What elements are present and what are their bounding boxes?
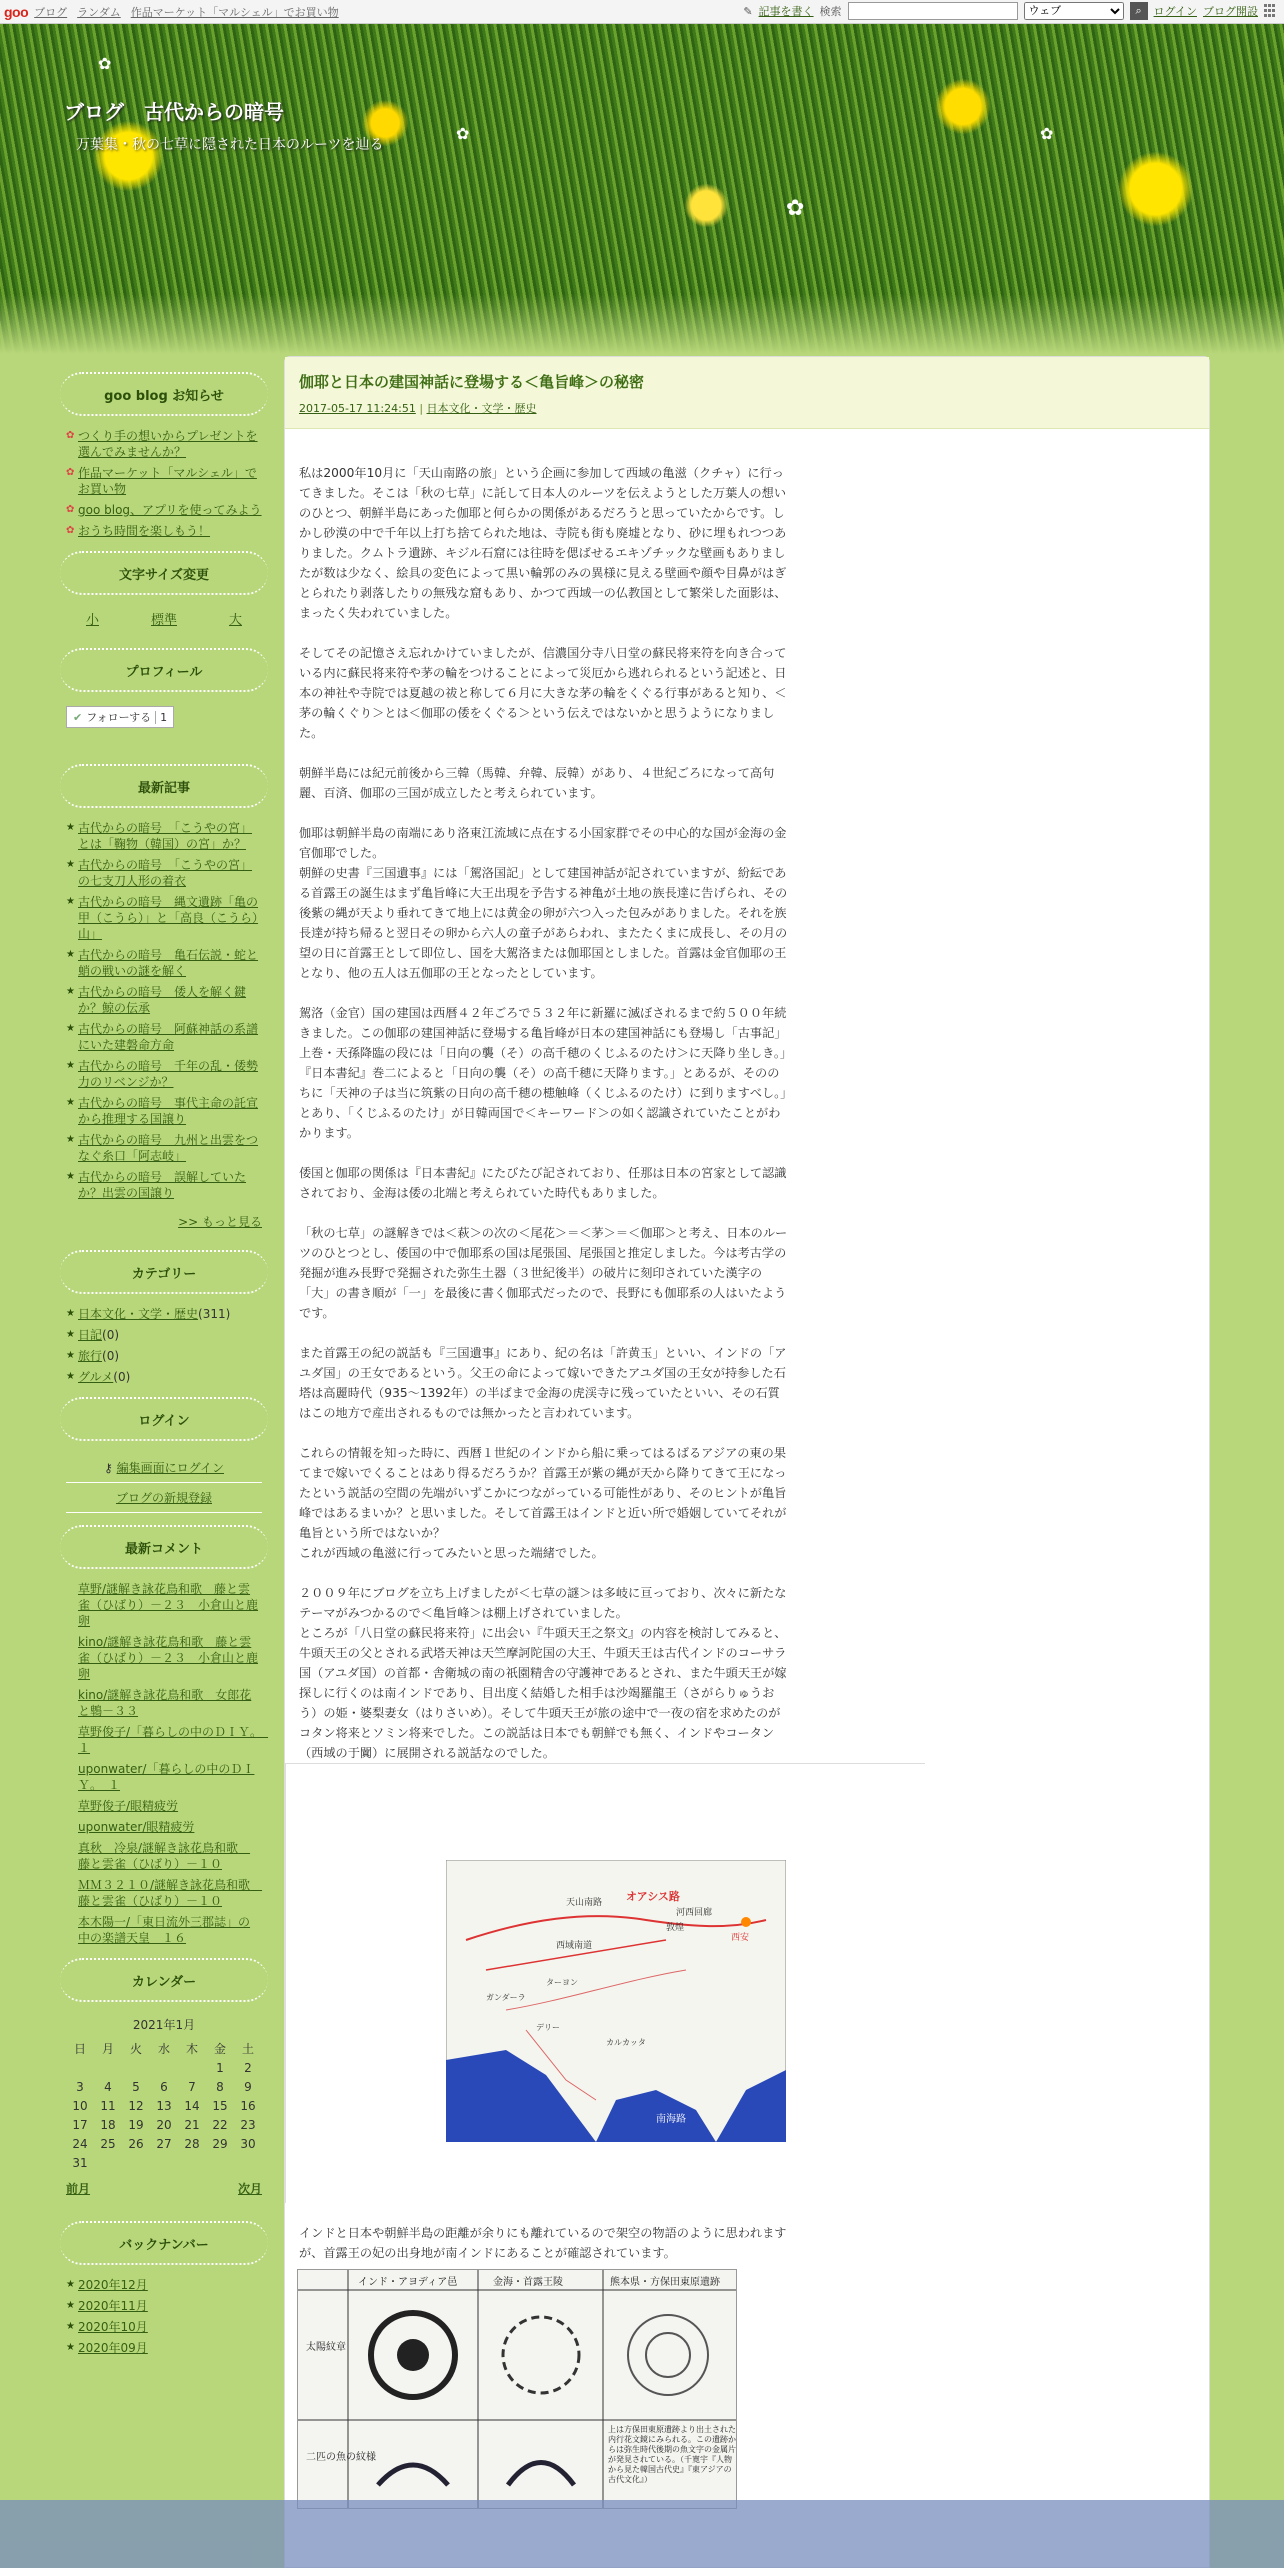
recent-list [66, 820, 262, 1201]
toolbar-link-blog[interactable]: ブログ [34, 5, 68, 19]
backnumber-item[interactable] [66, 2298, 262, 2314]
table-row-label: 太陽紋章 [306, 2342, 346, 2353]
calendar-week [66, 2134, 262, 2153]
comments-heading: 最新コメント [60, 1525, 268, 1569]
calendar-day: 1 [216, 2060, 224, 2075]
calendar-heading: カレンダー [60, 1958, 268, 2002]
recent-link[interactable]: 古代からの暗号 縄文遺跡「亀の甲（こうら）」と「高良（こうら）山」 [78, 895, 259, 941]
comment-link[interactable]: 真秋 冷泉/謎解き詠花鳥和歌 藤と雲雀（ひばり）－１０ [78, 1841, 251, 1871]
map-label: 南海路 [656, 2114, 686, 2125]
calendar-weekday: 月 [101, 2042, 114, 2056]
comments-list [66, 1581, 269, 1946]
comment-link[interactable]: 本木陽一/「東日流外三郡誌」の中の楽譜天皇 １６ [78, 1915, 251, 1945]
calendar-day: 15 [212, 2098, 228, 2113]
calendar-day: 20 [156, 2117, 172, 2132]
article-paragraph: 倭国と伽耶の関係は『日本書紀』にたびたび記されており、任那は日本の宮家として認識されており、金海は倭の北端と考えられていた時代もありました。 [299, 1166, 787, 1200]
search-scope-select[interactable] [1024, 2, 1124, 20]
profile-heading: プロフィール [60, 648, 268, 692]
calendar-week [66, 2058, 262, 2077]
comparison-table-svg [298, 2270, 737, 2509]
calendar-day [66, 2058, 94, 2077]
recent-item[interactable] [66, 1058, 262, 1090]
key-icon: ⚷ [103, 1461, 117, 1475]
notice-link[interactable]: 作品マーケット「マルシェル」でお買い物 [78, 466, 257, 496]
table-note: 上は方保田東原遺跡より出土された内行花文鏡にみられる。この遺跡からは弥生時代後期の魚文字の金属片が発見されている。（千寛宇『人物から見た韓国古代史』『東アジアの古代文化』） [608, 2425, 736, 2484]
calendar-week [66, 2153, 262, 2172]
calendar-table [66, 2016, 262, 2172]
edit-login-link[interactable]: 編集画面にログイン [116, 1461, 224, 1475]
category-count: (0) [102, 1328, 120, 1342]
calendar-day: 26 [128, 2136, 144, 2151]
article-paragraph: これらの情報を知った時に、西暦１世紀のインドから船に乗ってはるばるアジアの東の果てまで嫁いでくることはあり得るだろうか？首露王が紫の縄が天から降りてきて王になったという説話の空間の先端がいずこかにつながっている可能性があり、そのヒントが亀旨峰ではあるまいか？と思いました。そして首露王はインドと近い所で婚姻していてそれが亀旨という所ではないか？ これが西域の亀滋に行ってみたいと思った端緒でした。 [299, 1446, 787, 1560]
comment-item[interactable] [66, 1798, 262, 1814]
calendar-day: 13 [156, 2098, 172, 2113]
toolbar-link-random[interactable]: ランダム [77, 5, 121, 19]
comment-link[interactable]: kino/謎解き詠花鳥和歌 女郎花と鵯－３３ [78, 1688, 252, 1718]
calendar-day [94, 2153, 122, 2172]
recent-item[interactable] [66, 1132, 262, 1164]
comment-link[interactable]: 草野/謎解き詠花鳥和歌 藤と雲雀（ひばり）－２３ 小倉山と鹿卵 [78, 1582, 259, 1628]
calendar-day: 16 [240, 2098, 256, 2113]
flower-decoration-icon: ✿ [1040, 124, 1054, 143]
calendar-day: 9 [244, 2079, 252, 2094]
backnumber-link[interactable]: 2020年11月 [78, 2299, 148, 2313]
calendar-next-link[interactable]: 次月 [237, 2182, 262, 2196]
search-icon: ⌕ [1135, 4, 1142, 17]
category-link[interactable]: グルメ [78, 1370, 114, 1384]
apps-grid-icon[interactable] [1264, 4, 1278, 18]
global-toolbar [0, 0, 1284, 24]
notice-item[interactable] [66, 502, 262, 518]
recent-item[interactable] [66, 1095, 262, 1127]
write-article-link[interactable]: 記事を書く [758, 5, 814, 18]
article-paragraph: 私は2000年10月に「天山南路の旅」という企画に参加して西域の亀滋（クチャ）に行ってきました。そこは「秋の七草」に託して日本人のルーツを伝えようとした万葉人の想いのひとつ、朝鮮半島にあった伽耶と何らかの関係があるだろうと思っていたからです。しかし砂漠の中で千年以上打ち捨てられた地は、寺院も街も廃墟となり、砂に埋もれつつありました。クムトラ遺跡、キジル石窟には往時を偲ばせるエキゾチックな壁画もありましたが数は少なく、絵具の変色によって黒い輪郭のみの異様に見える壁画や顔や目鼻がはぎとられたり剥落したりの無残な窟もあり、かつて西域一の仏教国として繁栄した面影は、まったく失われていました。 [299, 466, 787, 620]
calendar-day: 19 [128, 2117, 144, 2132]
login-box [66, 1453, 262, 1513]
follow-icon: ✔ [73, 710, 83, 724]
calendar-weekday: 土 [241, 2042, 254, 2056]
recent-item[interactable] [66, 1021, 262, 1053]
calendar-day: 2 [244, 2060, 252, 2075]
calendar-day: 7 [188, 2079, 196, 2094]
map-label: 西安 [731, 1933, 750, 1943]
calendar-weekday: 火 [129, 2042, 142, 2056]
calendar-day [178, 2058, 206, 2077]
calendar-weekday: 木 [185, 2042, 198, 2056]
recent-link[interactable]: 古代からの暗号 事代主命の託宣から推理する国譲り [78, 1096, 259, 1126]
calendar-day: 18 [100, 2117, 116, 2132]
comment-item[interactable] [66, 1687, 262, 1719]
calendar-day: 4 [104, 2079, 112, 2094]
article-header [285, 357, 1209, 429]
notice-link[interactable]: goo blog、アプリを使ってみよう [78, 503, 262, 517]
fontsize-small-link[interactable]: 小 [85, 613, 99, 628]
calendar-day: 5 [132, 2079, 140, 2094]
calendar-day: 23 [240, 2117, 256, 2132]
calendar-day: 14 [184, 2098, 200, 2113]
map-label: ガンダーラ [486, 1993, 526, 2002]
calendar-day: 30 [240, 2136, 256, 2151]
comment-item[interactable] [66, 1840, 262, 1872]
calendar-day: 6 [160, 2079, 168, 2094]
flower-decoration-icon: ✿ [456, 124, 470, 143]
recent-item[interactable] [66, 947, 262, 979]
open-blog-link[interactable]: ブログ開設 [1203, 5, 1258, 18]
blog-title[interactable]: ブログ 古代からの暗号 [64, 100, 284, 124]
map-image-frame [285, 1763, 925, 2203]
comment-item[interactable] [66, 1724, 269, 1756]
recent-link[interactable]: 古代からの暗号 亀石伝説・蛇と蛸の戦いの謎を解く [78, 948, 259, 978]
map-label: 西域南道 [556, 1941, 593, 1951]
map-label: オアシス路 [626, 1890, 680, 1903]
article-container [284, 356, 1210, 2568]
comment-link[interactable]: ＭＭ３２１０/謎解き詠花鳥和歌 藤と雲雀（ひばり）－１０ [78, 1878, 263, 1908]
notice-heading: goo blog お知らせ [60, 372, 268, 416]
calendar-day: 25 [100, 2136, 116, 2151]
comment-link[interactable]: uponwater/眼精疲労 [78, 1820, 195, 1834]
article-meta: 2017-05-17 11:24:51 | 日本文化・文学・歴史 [299, 402, 537, 415]
calendar-day: 31 [72, 2155, 88, 2170]
comment-link[interactable]: kino/謎解き詠花鳥和歌 藤と雲雀（ひばり）－２３ 小倉山と鹿卵 [78, 1635, 259, 1681]
category-count: (311) [198, 1307, 231, 1321]
article-category-link[interactable]: 日本文化・文学・歴史 [426, 402, 537, 415]
calendar-day [206, 2153, 234, 2172]
toolbar-link-marche[interactable]: 作品マーケット「マルシェル」でお買い物 [130, 5, 339, 19]
fontsize-heading: 文字サイズ変更 [60, 551, 268, 595]
calendar-day [178, 2153, 206, 2172]
silk-road-map [446, 1860, 786, 2142]
category-list [66, 1306, 262, 1385]
category-count: (0) [102, 1349, 120, 1363]
recent-more-link[interactable]: >> もっと見る [178, 1215, 262, 1229]
table-header: インド・アヨディア邑 [358, 2277, 458, 2288]
calendar-day: 12 [128, 2098, 144, 2113]
calendar-day [122, 2058, 150, 2077]
backnumber-heading: バックナンバー [60, 2221, 268, 2265]
calendar-day: 17 [72, 2117, 88, 2132]
calendar-day: 21 [184, 2117, 200, 2132]
calendar-day: 28 [184, 2136, 200, 2151]
notice-item[interactable] [66, 428, 262, 460]
recent-link[interactable]: 古代からの暗号 阿蘇神話の系譜にいた建磐命方命 [78, 1022, 259, 1052]
article-body [285, 429, 805, 1763]
calendar-day [122, 2153, 150, 2172]
follow-button[interactable] [66, 706, 174, 728]
search-button[interactable] [1130, 2, 1148, 20]
recent-link[interactable]: 古代からの暗号 誤解していたか？出雲の国譲り [78, 1170, 247, 1200]
calendar-month: 2021年1月 [132, 2018, 196, 2032]
calendar-day [150, 2153, 178, 2172]
fontsize-controls [60, 609, 268, 628]
calendar-day: 29 [212, 2136, 228, 2151]
login-link[interactable]: ログイン [1153, 5, 1197, 18]
blog-description: 万葉集・秋の七草に隠された日本のルーツを辿る [76, 137, 384, 153]
article-paragraph: 伽耶は朝鮮半島の南端にあり洛東江流域に点在する小国家群でその中心的な国が金海の金官伽耶でした。 朝鮮の史書『三国遺事』には「駕洛国記」として建国神話が記されていますが、紛紜である首露王の誕生はまず亀旨峰に大王出現を予告する神亀が土地の族長達に告げられ、その後紫の縄が天より垂れてきて地上には黄金の卵が六つ入った包みがありました。それを族長達が持ち帰ると翌日その卵から六人の童子があらわれ、またたくまに成長し、その月の望の日に首露王として即位し、国を大駕洛または伽耶国としました。首露は金官伽耶の王となり、他の五人は五伽耶の王となったとしています。 [299, 826, 788, 980]
sun-crest-center-icon [397, 2339, 429, 2371]
category-item[interactable] [66, 1348, 262, 1364]
recent-heading: 最新記事 [60, 764, 268, 808]
search-input[interactable] [848, 2, 1018, 20]
comment-item[interactable] [66, 1581, 262, 1629]
comment-link[interactable]: 草野俊子/眼精疲労 [78, 1799, 179, 1813]
notice-link[interactable]: つくり手の想いからプレゼントを選んでみませんか？ [78, 429, 258, 459]
calendar-day: 11 [100, 2098, 116, 2113]
category-heading: カテゴリー [60, 1250, 268, 1294]
recent-link[interactable]: 古代からの暗号 「こうやの宮」の七支刀人形の着衣 [78, 858, 253, 888]
article-paragraph: そしてその記憶さえ忘れかけていましたが、信濃国分寺八日堂の蘇民将来符を向き合っている内に蘇民将来符や茅の輪をつけることによって災厄から逃れられるという記述と、日本の神社や寺院では夏越の祓と称して６月に大きな茅の輪をくぐる行事があると知り、＜茅の輪くぐり＞とは＜伽耶の倭をくぐる＞という伝えではないかと思うようになりました。 [299, 646, 787, 740]
category-item[interactable] [66, 1306, 262, 1322]
map-label: デリー [536, 2023, 560, 2032]
article-paragraph: 「秋の七草」の謎解きでは＜萩＞の次の＜尾花＞＝＜茅＞＝＜伽耶＞と考え、日本のルーツのひとつとし、倭国の中で伽耶系の国は尾張国、尾張国と推定しました。今は考古学の発掘が進み長野で発掘された弥生土器（３世紀後半）の破片に刻印されていた漢字の「大」の書き順が「一」を最後に書く伽耶式だったので、長野にも伽耶系の人はいたようです。 [299, 1226, 788, 1320]
article-body-continued [285, 2203, 805, 2263]
category-link[interactable]: 日本文化・文学・歴史 [78, 1307, 199, 1321]
category-count: (0) [113, 1370, 131, 1384]
calendar-week [66, 2096, 262, 2115]
article-date-link[interactable]: 2017-05-17 11:24:51 [299, 402, 416, 415]
recent-item[interactable] [66, 857, 262, 889]
sidebar [60, 360, 268, 2368]
fontsize-normal-link[interactable]: 標準 [150, 613, 177, 628]
category-link[interactable]: 旅行 [78, 1349, 103, 1363]
comment-link[interactable]: 草野俊子/「暮らしの中のＤＩＹ。 １ [78, 1725, 269, 1755]
comment-link[interactable]: uponwater/「暮らしの中のＤＩＹ。 １ [78, 1762, 255, 1792]
pencil-icon: ✎ [743, 4, 753, 18]
recent-item[interactable] [66, 1169, 262, 1201]
login-heading: ログイン [60, 1397, 268, 1441]
backnumber-link[interactable]: 2020年09月 [78, 2341, 148, 2355]
backnumber-list [66, 2277, 262, 2356]
recent-link[interactable]: 古代からの暗号 千年の乱・倭勢力のリベンジか？ [78, 1059, 259, 1089]
map-label: 河西回廊 [676, 1908, 713, 1918]
calendar-weekday: 日 [73, 2042, 86, 2056]
calendar-week [66, 2115, 262, 2134]
follow-label: フォローする [86, 711, 152, 724]
calendar-day [234, 2153, 262, 2172]
recent-item[interactable] [66, 984, 262, 1016]
category-item[interactable] [66, 1369, 262, 1385]
article-paragraph: 朝鮮半島には紀元前後から三韓（馬韓、弁韓、辰韓）があり、４世紀ごろになって高句麗、百済、伽耶の三国が成立したと考えられています。 [299, 766, 775, 800]
article-paragraph: インドと日本や朝鮮半島の距離が余りにも離れているので架空の物語のように思われますが、首露王の妃の出身地が南インドにあることが確認されています。 [299, 2226, 787, 2260]
comparison-table-image [297, 2269, 737, 2509]
calendar-day: 10 [72, 2098, 88, 2113]
recent-link[interactable]: 古代からの暗号 「こうやの宮」とは「鞠物（韓国）の宮」か？ [78, 821, 253, 851]
map-label: カルカッタ [606, 2038, 646, 2047]
calendar-weekday: 金 [213, 2042, 226, 2056]
calendar-day: 8 [216, 2079, 224, 2094]
article-title[interactable]: 伽耶と日本の建国神話に登場する＜亀旨峰＞の秘密 [299, 373, 645, 391]
comment-item[interactable] [66, 1634, 262, 1682]
article-paragraph: 駕洛（金官）国の建国は西暦４２年ごろで５３２年に新羅に滅ぼされるまで約５００年続きました。この伽耶の建国神話に登場する亀旨峰が日本の建国神話にも登場し「古事記」上巻・天孫降臨の段には「日向の襲（そ）の高千穂のくじふるのたけ＞に天降り坐しき。」『日本書紀』巻二によると「日向の襲（そ）の高千穂に天降ります。」とあるが、そののちに「天神の子は当に筑紫の日向の高千穂の槵触峰（くじふるのたけ）に到りますべし。」とあり、「くじふるのたけ」が日韓両国で＜キーワード＞の如く認識されていたことがわかります。 [299, 1006, 787, 1140]
recent-item[interactable] [66, 894, 262, 942]
backnumber-link[interactable]: 2020年10月 [78, 2320, 148, 2334]
calendar-day: 3 [76, 2079, 84, 2094]
table-header: 金海・首露王陵 [493, 2277, 563, 2288]
backnumber-item[interactable] [66, 2319, 262, 2335]
register-blog-link[interactable]: ブログの新規登録 [115, 1491, 212, 1505]
comment-item[interactable] [66, 1914, 262, 1946]
bottom-overlay-bar [0, 2500, 1284, 2568]
xian-marker [741, 1917, 751, 1927]
article-paragraph: ２００９年にブログを立ち上げましたが＜七草の謎＞は多岐に亘っており、次々に新たなテーマがみつかるので＜亀旨峰＞は棚上げされていました。 ところが「八日堂の蘇民将来符」に出会い『牛頭天王之祭文』の内容を検討してみると、牛頭天王の父とされる武塔天神は天竺摩訶陀国の大王、牛頭天王は古代インドのコーサラ国（アユダ国）の首都・舎衛城の南の祇園精舎の守護神であるとされ、また牛頭天王が嫁探しに行くのは南インドであり、目出度く結婚した相手は沙竭羅龍王（さがらりゅうおう）の姫・婆梨妻女（はりさいめ）。そして牛頭天王が旅の途中で一夜の宿を求めたのがコタン将来とソミン将来でした。この説話は日本でも朝鮮でも無く、インドやコータン（西域の于闐）に展開される説話なのでした。 [299, 1586, 787, 1760]
search-label: 検索 [819, 5, 842, 18]
map-label: ターヨン [546, 1978, 578, 1987]
comment-item[interactable] [66, 1761, 262, 1793]
flower-decoration-icon: ✿ [98, 54, 112, 73]
backnumber-item[interactable] [66, 2340, 262, 2356]
calendar-day: 27 [156, 2136, 172, 2151]
notice-item[interactable] [66, 465, 262, 497]
notice-link[interactable]: おうち時間を楽しもう！ [78, 524, 211, 538]
calendar-weekday: 水 [157, 2042, 170, 2056]
notice-item[interactable] [66, 523, 262, 539]
calendar-day [94, 2058, 122, 2077]
goo-logo[interactable]: goo [4, 3, 29, 20]
toolbar-right [743, 2, 1278, 20]
table-row-label: 二匹の魚の紋様 [306, 2452, 376, 2463]
category-link[interactable]: 日記 [78, 1328, 103, 1342]
map-label: 天山南路 [566, 1898, 603, 1908]
notice-list [66, 428, 262, 539]
table-header: 熊本県・方保田東原遺跡 [610, 2277, 720, 2288]
blog-header-banner [0, 24, 1284, 354]
comment-item[interactable] [66, 1819, 262, 1835]
backnumber-link[interactable]: 2020年12月 [78, 2278, 148, 2292]
comment-item[interactable] [66, 1877, 262, 1909]
calendar-week [66, 2077, 262, 2096]
calendar-prev-link[interactable]: 前月 [66, 2182, 91, 2196]
calendar-day: 24 [72, 2136, 88, 2151]
backnumber-item[interactable] [66, 2277, 262, 2293]
map-label: 敦煌 [666, 1923, 685, 1933]
recent-link[interactable]: 古代からの暗号 九州と出雲をつなぐ糸口「阿志岐」 [78, 1133, 259, 1163]
category-item[interactable] [66, 1327, 262, 1343]
recent-link[interactable]: 古代からの暗号 倭人を解く鍵か？鯨の伝承 [78, 985, 247, 1015]
flower-decoration-icon: ✿ [786, 196, 805, 221]
recent-item[interactable] [66, 820, 262, 852]
calendar-day [150, 2058, 178, 2077]
calendar-day: 22 [212, 2117, 228, 2132]
follow-count: 1 [155, 711, 167, 724]
article-paragraph: また首露王の紀の説話も『三国遺事』にあり、紀の名は「許黄玉」といい、インドの「アユダ国」の王女であるという。父王の命によって嫁いできたアユダ国の王女が持参した石塔は高麗時代（935〜1392年）の半ばまで金海の虎渓寺に残っていたといい、その石質はこの地方で産出されるものでは無かったと言われています。 [299, 1346, 787, 1420]
fontsize-large-link[interactable]: 大 [228, 613, 242, 628]
